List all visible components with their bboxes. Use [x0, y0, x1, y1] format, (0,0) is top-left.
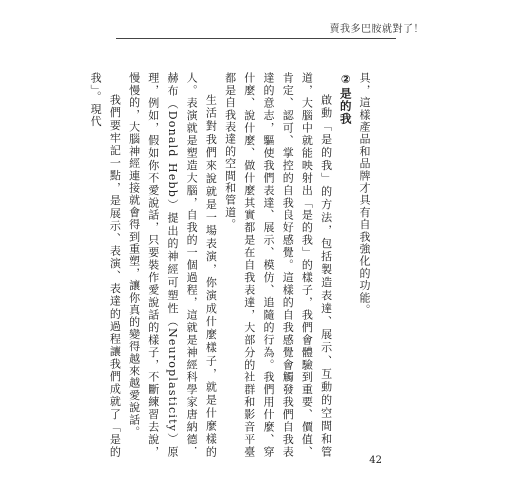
header-rule — [116, 38, 396, 39]
paragraph-2: 生活對我們來說就是一場表演，你演成什麼樣子，就是什麼樣的人。表演就是塑造大腦，自我的一個過程，這就是神經科學家唐納德．赫布（Donald Hebb）提出的神經可塑性（Neuroplasticity）原理，例如，假如你不愛說話，只要裝作愛說話的樣子，不斷練習去說，慢慢的，大腦神經連接就會得到重塑，讓你真的變得越來越愛說話。 — [127, 72, 218, 458]
section-heading — [336, 72, 355, 458]
body-text-column — [89, 72, 374, 458]
section-title: 是的我 — [338, 87, 353, 126]
paragraph-continued: 具，這樣產品和品牌才具有自我強化的功能。 — [358, 72, 371, 316]
running-header-title: 賣我多巴胺就對了！ — [329, 24, 424, 35]
paragraph-1: 啟動「是的我」的方法，包括製造表達、展示、互動的空間和管道，大腦中就能映射出「是的我」的樣子，我們會體驗到重要、價值、肯定、認可、掌控的自我良好感覺。這樣的自我感覺會觸發我們自我表達的意志，驅使我們表達、展示、模仿、追隨的行為。我們用什麼、穿什麼、說什麼、做什麼其實都是在自我表達，大部分的社群和影音平臺都是自我表達的空間和管道。 — [223, 72, 333, 458]
paragraph-3: 我們要牢記一點，是展示、表演、表達的過程讓我們成就了「是的我」。現代 — [89, 72, 122, 458]
page-number: 42 — [369, 455, 382, 466]
section-number: ② — [338, 72, 353, 88]
